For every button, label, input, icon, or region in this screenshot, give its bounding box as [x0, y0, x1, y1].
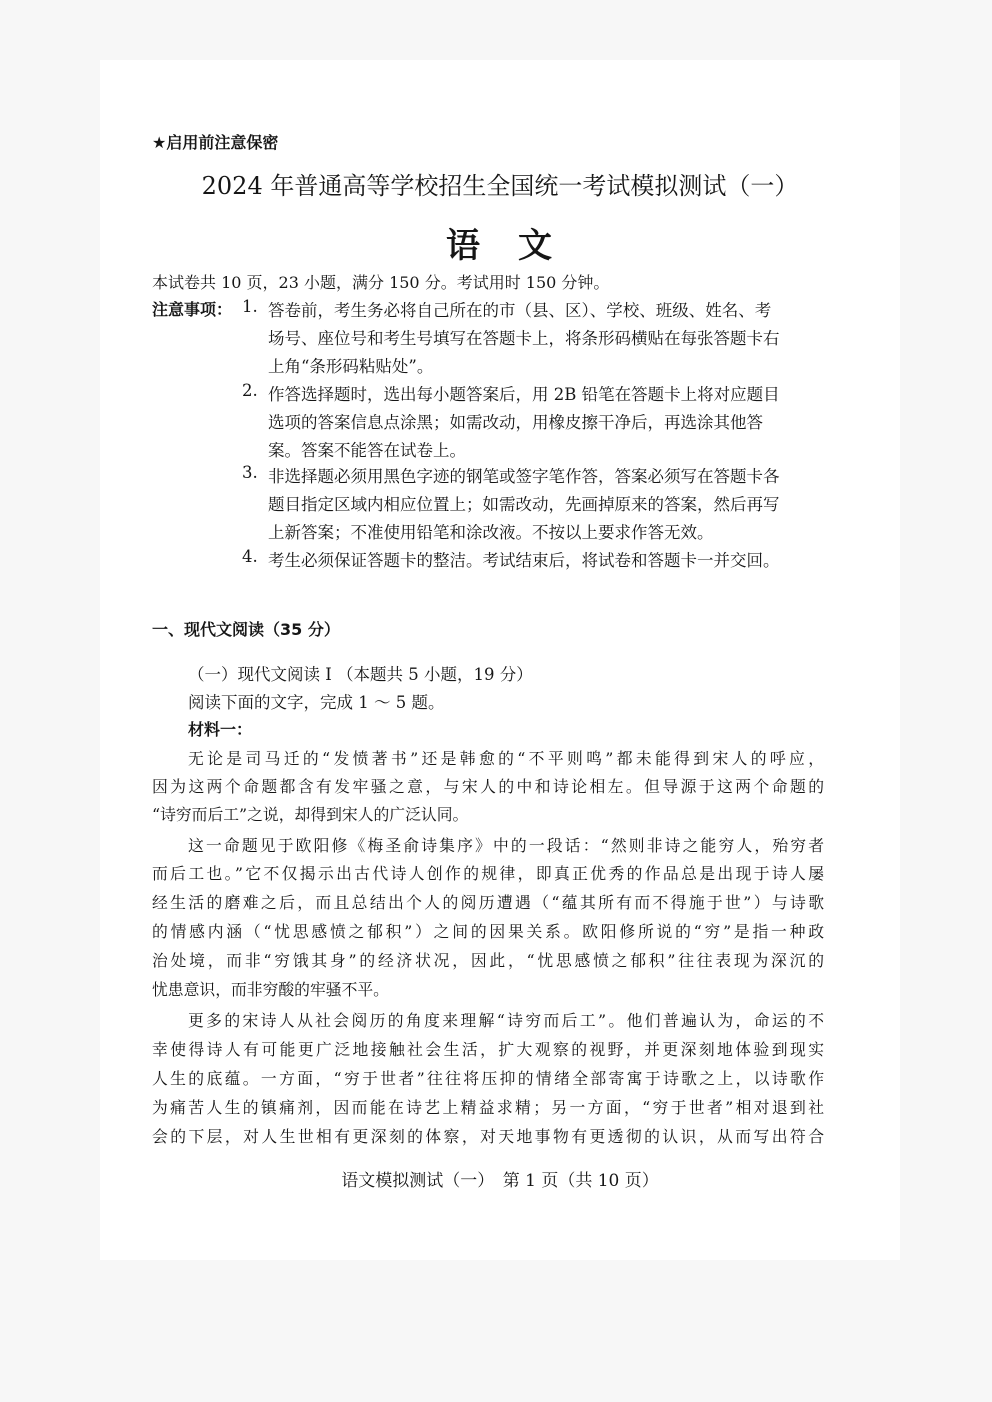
note-number: 3. — [242, 463, 258, 482]
note-number: 1. — [242, 297, 258, 316]
note-line: 上新答案；不准使用铅笔和涂改液。不按以上要求作答无效。 — [268, 523, 714, 542]
note-line: 答卷前，考生务必将自己所在的市（县、区）、学校、班级、姓名、考 — [268, 301, 772, 320]
note-number: 4. — [242, 547, 258, 566]
exam-title: 2024 年普通高等学校招生全国统一考试模拟测试（一） — [201, 172, 799, 200]
body-line: 幸使得诗人有可能更广泛地接触社会生活，扩大观察的视野，并更深刻地体验到现实 — [152, 1040, 824, 1059]
body-line: 为痛苦人生的镇痛剂，因而能在诗艺上精益求精；另一方面，“穷于世者”相对退到社 — [152, 1098, 824, 1117]
note-line: 题目指定区域内相应位置上；如需改动，先画掉原来的答案，然后再写 — [268, 495, 780, 514]
subject-title: 语 文 — [446, 226, 554, 266]
note-line: 作答选择题时，选出每小题答案后，用 2B 铅笔在答题卡上将对应题目 — [268, 385, 780, 404]
material-label: 材料一： — [188, 720, 253, 739]
body-line: 人生的底蕴。一方面，“穷于世者”往往将压抑的情绪全部寄寓于诗歌之上，以诗歌作 — [152, 1069, 824, 1088]
body-line: 忧患意识，而非穷酸的牢骚不平。 — [152, 980, 389, 999]
notes-label: 注意事项： — [152, 300, 233, 319]
exam-intro: 本试卷共 10 页，23 小题，满分 150 分。考试用时 150 分钟。 — [152, 273, 610, 292]
note-line: 案。答案不能答在试卷上。 — [268, 441, 466, 460]
body-line: 经生活的磨难之后，而且总结出个人的阅历遭遇（“蕴其所有而不得施于世”）与诗歌 — [152, 893, 824, 912]
note-line: 非选择题必须用黑色字迹的钢笔或签字笔作答，答案必须写在答题卡各 — [268, 467, 780, 486]
reading-instruction: 阅读下面的文字，完成 1 ～ 5 题。 — [188, 693, 445, 712]
note-line: 考生必须保证答题卡的整洁。考试结束后，将试卷和答题卡一并交回。 — [268, 551, 780, 570]
note-line: 上角“条形码粘贴处”。 — [268, 357, 434, 376]
body-line: 的情感内涵（“忧思感愤之郁积”）之间的因果关系。欧阳修所说的“穷”是指一种政 — [152, 922, 824, 941]
note-number: 2. — [242, 381, 258, 400]
body-line: 更多的宋诗人从社会阅历的角度来理解“诗穷而后工”。他们普遍认为，命运的不 — [188, 1011, 824, 1030]
page-footer: 语文模拟测试（一） 第 1 页（共 10 页） — [341, 1171, 659, 1191]
section-heading: 一、现代文阅读（35 分） — [152, 620, 340, 639]
confidential-notice: ★启用前注意保密 — [152, 133, 279, 152]
body-line: “诗穷而后工”之说，却得到宋人的广泛认同。 — [152, 805, 469, 824]
body-line: 因为这两个命题都含有发牢骚之意，与宋人的中和诗论相左。但导源于这两个命题的 — [152, 777, 824, 796]
body-line: 会的下层，对人生世相有更深刻的体察，对天地事物有更透彻的认识，从而写出符合 — [152, 1127, 824, 1146]
body-line: 而后工也。”它不仅揭示出古代诗人创作的规律，即真正优秀的作品总是出现于诗人屡 — [152, 864, 824, 883]
note-line: 场号、座位号和考生号填写在答题卡上，将条形码横贴在每张答题卡右 — [268, 329, 780, 348]
note-line: 选项的答案信息点涂黑；如需改动，用橡皮擦干净后，再选涂其他答 — [268, 413, 763, 432]
body-line: 无论是司马迁的“发愤著书”还是韩愈的“不平则鸣”都未能得到宋人的呼应， — [188, 749, 824, 768]
part-heading: （一）现代文阅读 I （本题共 5 小题，19 分） — [188, 665, 533, 684]
body-line: 治处境，而非“穷饿其身”的经济状况，因此，“忧思感愤之郁积”往往表现为深沉的 — [152, 951, 824, 970]
body-line: 这一命题见于欧阳修《梅圣俞诗集序》中的一段话：“然则非诗之能穷人，殆穷者 — [188, 836, 824, 855]
